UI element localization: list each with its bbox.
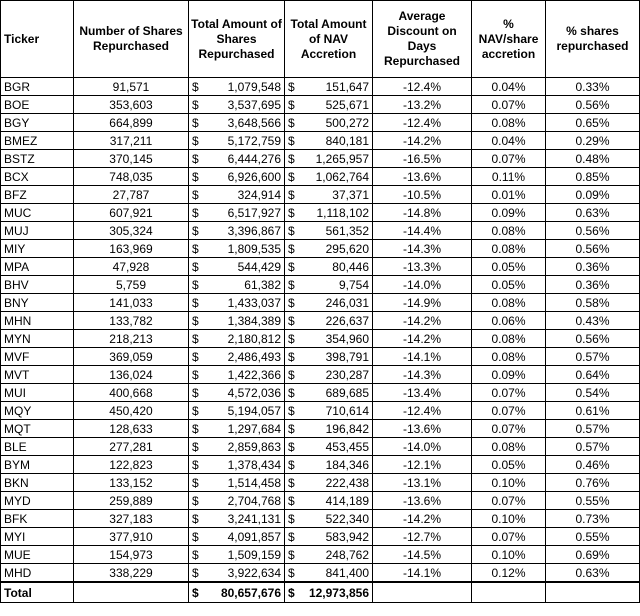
shares-amount-cell: $ 61,382 xyxy=(189,276,285,294)
avg-discount-cell: -12.7% xyxy=(373,528,472,546)
shares-repurchased-pct-cell: 0.48% xyxy=(546,150,640,168)
avg-discount-cell: -13.2% xyxy=(373,96,472,114)
nav-share-accretion-cell: 0.08% xyxy=(472,330,546,348)
currency-symbol: $ xyxy=(288,295,295,310)
table-row xyxy=(1,96,640,114)
table-row xyxy=(1,384,640,402)
shares-repurchased-pct-cell: 0.69% xyxy=(546,546,640,564)
table-row xyxy=(1,312,640,330)
nav-share-accretion-cell: 0.11% xyxy=(472,168,546,186)
shares-count-cell: 27,787 xyxy=(74,186,189,204)
currency-symbol: $ xyxy=(288,205,295,220)
avg-discount-cell: -14.2% xyxy=(373,330,472,348)
shares-count-cell: 133,152 xyxy=(74,474,189,492)
shares-count-cell: 5,759 xyxy=(74,276,189,294)
ticker-cell: MVF xyxy=(1,348,74,366)
header-number-of-shares: Number of Shares Repurchased xyxy=(74,1,189,78)
shares-amount-cell: $ 1,433,037 xyxy=(189,294,285,312)
currency-symbol: $ xyxy=(288,475,295,490)
total-empty-cell xyxy=(546,582,640,603)
avg-discount-cell: -14.1% xyxy=(373,564,472,583)
currency-symbol: $ xyxy=(288,403,295,418)
shares-amount-cell: $ 1,809,535 xyxy=(189,240,285,258)
table-row xyxy=(1,348,640,366)
shares-repurchased-pct-cell: 0.73% xyxy=(546,510,640,528)
table-row xyxy=(1,474,640,492)
table-row xyxy=(1,564,640,583)
currency-symbol: $ xyxy=(288,277,295,292)
shares-count-cell: 218,213 xyxy=(74,330,189,348)
currency-symbol: $ xyxy=(192,585,199,600)
currency-symbol: $ xyxy=(288,97,295,112)
ticker-cell: MYD xyxy=(1,492,74,510)
table-row xyxy=(1,492,640,510)
nav-share-accretion-cell: 0.04% xyxy=(472,78,546,96)
shares-repurchased-pct-cell: 0.56% xyxy=(546,96,640,114)
nav-accretion-cell: $ 151,647 xyxy=(285,78,373,96)
total-row xyxy=(1,582,640,603)
shares-amount-cell: $ 6,517,927 xyxy=(189,204,285,222)
table-row xyxy=(1,276,640,294)
shares-amount-cell: $ 4,572,036 xyxy=(189,384,285,402)
currency-symbol: $ xyxy=(192,439,199,454)
currency-symbol: $ xyxy=(192,331,199,346)
shares-count-cell: 133,782 xyxy=(74,312,189,330)
nav-accretion-cell: $ 80,446 xyxy=(285,258,373,276)
header-total-amount-shares: Total Amount of Shares Repurchased xyxy=(189,1,285,78)
shares-count-cell: 305,324 xyxy=(74,222,189,240)
avg-discount-cell: -13.6% xyxy=(373,168,472,186)
currency-symbol: $ xyxy=(192,115,199,130)
table-row xyxy=(1,330,640,348)
shares-repurchased-pct-cell: 0.54% xyxy=(546,384,640,402)
currency-symbol: $ xyxy=(192,223,199,238)
nav-share-accretion-cell: 0.05% xyxy=(472,456,546,474)
nav-accretion-cell: $ 230,287 xyxy=(285,366,373,384)
shares-amount-cell: $ 4,091,857 xyxy=(189,528,285,546)
shares-amount-cell: $ 324,914 xyxy=(189,186,285,204)
currency-symbol: $ xyxy=(288,585,295,600)
shares-amount-cell: $ 3,241,131 xyxy=(189,510,285,528)
avg-discount-cell: -14.4% xyxy=(373,222,472,240)
nav-accretion-cell: $ 583,942 xyxy=(285,528,373,546)
avg-discount-cell: -13.6% xyxy=(373,492,472,510)
nav-share-accretion-cell: 0.10% xyxy=(472,474,546,492)
currency-symbol: $ xyxy=(288,313,295,328)
nav-share-accretion-cell: 0.07% xyxy=(472,96,546,114)
nav-accretion-cell: $ 354,960 xyxy=(285,330,373,348)
table-row xyxy=(1,438,640,456)
currency-symbol: $ xyxy=(192,349,199,364)
header-average-discount: Average Discount on Days Repurchased xyxy=(373,1,472,78)
table-row xyxy=(1,132,640,150)
ticker-cell: BLE xyxy=(1,438,74,456)
shares-amount-cell: $ 544,429 xyxy=(189,258,285,276)
total-empty-cell xyxy=(373,582,472,603)
shares-repurchased-pct-cell: 0.43% xyxy=(546,312,640,330)
currency-symbol: $ xyxy=(288,511,295,526)
shares-count-cell: 370,145 xyxy=(74,150,189,168)
shares-amount-cell: $ 3,648,566 xyxy=(189,114,285,132)
currency-symbol: $ xyxy=(192,421,199,436)
ticker-cell: BNY xyxy=(1,294,74,312)
ticker-cell: MQT xyxy=(1,420,74,438)
nav-accretion-cell: $ 248,762 xyxy=(285,546,373,564)
table-row xyxy=(1,420,640,438)
shares-count-cell: 141,033 xyxy=(74,294,189,312)
currency-symbol: $ xyxy=(192,241,199,256)
ticker-cell: MHD xyxy=(1,564,74,583)
avg-discount-cell: -14.1% xyxy=(373,348,472,366)
shares-amount-cell: $ 3,537,695 xyxy=(189,96,285,114)
nav-accretion-cell: $ 295,620 xyxy=(285,240,373,258)
nav-share-accretion-cell: 0.09% xyxy=(472,204,546,222)
shares-repurchased-pct-cell: 0.55% xyxy=(546,492,640,510)
nav-share-accretion-cell: 0.05% xyxy=(472,258,546,276)
nav-share-accretion-cell: 0.05% xyxy=(472,276,546,294)
shares-count-cell: 748,035 xyxy=(74,168,189,186)
shares-repurchased-pct-cell: 0.09% xyxy=(546,186,640,204)
table-row xyxy=(1,114,640,132)
shares-count-cell: 607,921 xyxy=(74,204,189,222)
currency-symbol: $ xyxy=(288,259,295,274)
shares-count-cell: 377,910 xyxy=(74,528,189,546)
currency-symbol: $ xyxy=(288,79,295,94)
table-row xyxy=(1,78,640,96)
ticker-cell: BFZ xyxy=(1,186,74,204)
nav-accretion-cell: $ 246,031 xyxy=(285,294,373,312)
currency-symbol: $ xyxy=(192,511,199,526)
shares-count-cell: 338,229 xyxy=(74,564,189,583)
nav-share-accretion-cell: 0.09% xyxy=(472,366,546,384)
currency-symbol: $ xyxy=(192,475,199,490)
table-row xyxy=(1,510,640,528)
currency-symbol: $ xyxy=(288,115,295,130)
shares-count-cell: 136,024 xyxy=(74,366,189,384)
nav-share-accretion-cell: 0.07% xyxy=(472,492,546,510)
header-row xyxy=(1,1,640,78)
shares-count-cell: 369,059 xyxy=(74,348,189,366)
currency-symbol: $ xyxy=(192,403,199,418)
nav-accretion-cell: $ 525,671 xyxy=(285,96,373,114)
avg-discount-cell: -14.0% xyxy=(373,438,472,456)
table-row xyxy=(1,240,640,258)
avg-discount-cell: -13.4% xyxy=(373,384,472,402)
shares-amount-cell: $ 1,422,366 xyxy=(189,366,285,384)
header-total-nav-accretion: Total Amount of NAV Accretion xyxy=(285,1,373,78)
shares-amount-cell: $ 1,378,434 xyxy=(189,456,285,474)
table-row xyxy=(1,456,640,474)
nav-accretion-cell: $ 196,842 xyxy=(285,420,373,438)
avg-discount-cell: -14.3% xyxy=(373,366,472,384)
nav-accretion-cell: $ 689,685 xyxy=(285,384,373,402)
shares-count-cell: 400,668 xyxy=(74,384,189,402)
total-nav-accretion: $ 12,973,856 xyxy=(285,582,373,603)
nav-accretion-cell: $ 710,614 xyxy=(285,402,373,420)
ticker-cell: MUJ xyxy=(1,222,74,240)
shares-repurchased-pct-cell: 0.56% xyxy=(546,222,640,240)
currency-symbol: $ xyxy=(192,367,199,382)
table-row xyxy=(1,366,640,384)
shares-count-cell: 450,420 xyxy=(74,402,189,420)
avg-discount-cell: -16.5% xyxy=(373,150,472,168)
shares-repurchased-pct-cell: 0.57% xyxy=(546,348,640,366)
ticker-cell: MUC xyxy=(1,204,74,222)
currency-symbol: $ xyxy=(192,97,199,112)
shares-repurchased-pct-cell: 0.61% xyxy=(546,402,640,420)
currency-symbol: $ xyxy=(288,439,295,454)
shares-repurchased-pct-cell: 0.63% xyxy=(546,204,640,222)
shares-amount-cell: $ 2,486,493 xyxy=(189,348,285,366)
shares-count-cell: 317,211 xyxy=(74,132,189,150)
shares-repurchased-pct-cell: 0.85% xyxy=(546,168,640,186)
currency-symbol: $ xyxy=(288,241,295,256)
nav-accretion-cell: $ 414,189 xyxy=(285,492,373,510)
currency-symbol: $ xyxy=(288,223,295,238)
table-row xyxy=(1,150,640,168)
currency-symbol: $ xyxy=(288,151,295,166)
ticker-cell: MUI xyxy=(1,384,74,402)
shares-amount-cell: $ 6,444,276 xyxy=(189,150,285,168)
currency-symbol: $ xyxy=(192,565,199,580)
ticker-cell: MYN xyxy=(1,330,74,348)
nav-share-accretion-cell: 0.10% xyxy=(472,510,546,528)
table-row xyxy=(1,294,640,312)
currency-symbol: $ xyxy=(288,385,295,400)
currency-symbol: $ xyxy=(192,547,199,562)
total-empty-cell xyxy=(472,582,546,603)
ticker-cell: BFK xyxy=(1,510,74,528)
currency-symbol: $ xyxy=(288,349,295,364)
shares-amount-cell: $ 1,297,684 xyxy=(189,420,285,438)
currency-symbol: $ xyxy=(192,79,199,94)
nav-accretion-cell: $ 226,637 xyxy=(285,312,373,330)
shares-count-cell: 163,969 xyxy=(74,240,189,258)
nav-accretion-cell: $ 1,118,102 xyxy=(285,204,373,222)
currency-symbol: $ xyxy=(192,493,199,508)
avg-discount-cell: -13.3% xyxy=(373,258,472,276)
currency-symbol: $ xyxy=(192,295,199,310)
shares-amount-cell: $ 6,926,600 xyxy=(189,168,285,186)
shares-count-cell: 353,603 xyxy=(74,96,189,114)
shares-repurchased-pct-cell: 0.33% xyxy=(546,78,640,96)
shares-repurchased-pct-cell: 0.36% xyxy=(546,276,640,294)
ticker-cell: BMEZ xyxy=(1,132,74,150)
shares-count-cell: 277,281 xyxy=(74,438,189,456)
avg-discount-cell: -14.9% xyxy=(373,294,472,312)
nav-share-accretion-cell: 0.08% xyxy=(472,240,546,258)
ticker-cell: MHN xyxy=(1,312,74,330)
avg-discount-cell: -14.5% xyxy=(373,546,472,564)
shares-repurchased-pct-cell: 0.56% xyxy=(546,240,640,258)
shares-repurchased-pct-cell: 0.55% xyxy=(546,528,640,546)
header-ticker: Ticker xyxy=(1,1,74,78)
avg-discount-cell: -13.1% xyxy=(373,474,472,492)
currency-symbol: $ xyxy=(288,547,295,562)
shares-amount-cell: $ 1,384,389 xyxy=(189,312,285,330)
nav-share-accretion-cell: 0.07% xyxy=(472,402,546,420)
nav-share-accretion-cell: 0.01% xyxy=(472,186,546,204)
table-row xyxy=(1,258,640,276)
shares-count-cell: 327,183 xyxy=(74,510,189,528)
currency-symbol: $ xyxy=(192,133,199,148)
nav-accretion-cell: $ 561,352 xyxy=(285,222,373,240)
nav-accretion-cell: $ 500,272 xyxy=(285,114,373,132)
table-row xyxy=(1,546,640,564)
nav-share-accretion-cell: 0.06% xyxy=(472,312,546,330)
currency-symbol: $ xyxy=(288,331,295,346)
nav-share-accretion-cell: 0.08% xyxy=(472,114,546,132)
currency-symbol: $ xyxy=(192,259,199,274)
table-body xyxy=(1,78,640,583)
shares-count-cell: 47,928 xyxy=(74,258,189,276)
shares-count-cell: 259,889 xyxy=(74,492,189,510)
nav-accretion-cell: $ 1,265,957 xyxy=(285,150,373,168)
shares-repurchased-pct-cell: 0.57% xyxy=(546,438,640,456)
avg-discount-cell: -10.5% xyxy=(373,186,472,204)
ticker-cell: MVT xyxy=(1,366,74,384)
currency-symbol: $ xyxy=(288,133,295,148)
nav-share-accretion-cell: 0.07% xyxy=(472,384,546,402)
nav-accretion-cell: $ 1,062,764 xyxy=(285,168,373,186)
table-row xyxy=(1,168,640,186)
ticker-cell: MQY xyxy=(1,402,74,420)
nav-share-accretion-cell: 0.04% xyxy=(472,132,546,150)
currency-symbol: $ xyxy=(192,205,199,220)
shares-amount-cell: $ 5,194,057 xyxy=(189,402,285,420)
table-row xyxy=(1,186,640,204)
avg-discount-cell: -14.2% xyxy=(373,510,472,528)
ticker-cell: MPA xyxy=(1,258,74,276)
avg-discount-cell: -14.2% xyxy=(373,132,472,150)
currency-symbol: $ xyxy=(192,187,199,202)
nav-share-accretion-cell: 0.08% xyxy=(472,294,546,312)
currency-symbol: $ xyxy=(192,277,199,292)
ticker-cell: BYM xyxy=(1,456,74,474)
ticker-cell: MUE xyxy=(1,546,74,564)
table-row xyxy=(1,528,640,546)
nav-share-accretion-cell: 0.08% xyxy=(472,222,546,240)
table-row xyxy=(1,402,640,420)
ticker-cell: MYI xyxy=(1,528,74,546)
avg-discount-cell: -12.4% xyxy=(373,78,472,96)
avg-discount-cell: -12.1% xyxy=(373,456,472,474)
nav-accretion-cell: $ 37,371 xyxy=(285,186,373,204)
shares-repurchased-pct-cell: 0.56% xyxy=(546,330,640,348)
avg-discount-cell: -14.8% xyxy=(373,204,472,222)
shares-count-cell: 122,823 xyxy=(74,456,189,474)
currency-symbol: $ xyxy=(288,169,295,184)
total-label: Total xyxy=(1,582,74,603)
total-amount-shares: $ 80,657,676 xyxy=(189,582,285,603)
currency-symbol: $ xyxy=(192,457,199,472)
nav-accretion-cell: $ 222,438 xyxy=(285,474,373,492)
shares-amount-cell: $ 5,172,759 xyxy=(189,132,285,150)
currency-symbol: $ xyxy=(288,421,295,436)
shares-count-cell: 128,633 xyxy=(74,420,189,438)
header-nav-share-accretion: % NAV/share accretion xyxy=(472,1,546,78)
nav-accretion-cell: $ 9,754 xyxy=(285,276,373,294)
nav-share-accretion-cell: 0.07% xyxy=(472,528,546,546)
avg-discount-cell: -12.4% xyxy=(373,402,472,420)
shares-repurchased-pct-cell: 0.57% xyxy=(546,420,640,438)
shares-repurchased-pct-cell: 0.64% xyxy=(546,366,640,384)
nav-accretion-cell: $ 398,791 xyxy=(285,348,373,366)
total-empty-cell xyxy=(74,582,189,603)
nav-accretion-cell: $ 840,181 xyxy=(285,132,373,150)
nav-share-accretion-cell: 0.07% xyxy=(472,420,546,438)
ticker-cell: BOE xyxy=(1,96,74,114)
ticker-cell: BHV xyxy=(1,276,74,294)
currency-symbol: $ xyxy=(192,313,199,328)
shares-count-cell: 664,899 xyxy=(74,114,189,132)
table-row xyxy=(1,222,640,240)
shares-amount-cell: $ 1,079,548 xyxy=(189,78,285,96)
header-shares-repurchased-pct: % shares repurchased xyxy=(546,1,640,78)
shares-repurchased-pct-cell: 0.36% xyxy=(546,258,640,276)
currency-symbol: $ xyxy=(288,565,295,580)
nav-accretion-cell: $ 453,455 xyxy=(285,438,373,456)
ticker-cell: BKN xyxy=(1,474,74,492)
table-row xyxy=(1,204,640,222)
currency-symbol: $ xyxy=(192,169,199,184)
ticker-cell: BGY xyxy=(1,114,74,132)
currency-symbol: $ xyxy=(288,529,295,544)
shares-amount-cell: $ 1,509,159 xyxy=(189,546,285,564)
avg-discount-cell: -14.3% xyxy=(373,240,472,258)
shares-amount-cell: $ 2,859,863 xyxy=(189,438,285,456)
avg-discount-cell: -14.0% xyxy=(373,276,472,294)
shares-amount-cell: $ 3,396,867 xyxy=(189,222,285,240)
avg-discount-cell: -14.2% xyxy=(373,312,472,330)
shares-amount-cell: $ 1,514,458 xyxy=(189,474,285,492)
shares-amount-cell: $ 2,704,768 xyxy=(189,492,285,510)
shares-repurchased-pct-cell: 0.63% xyxy=(546,564,640,583)
avg-discount-cell: -13.6% xyxy=(373,420,472,438)
nav-share-accretion-cell: 0.07% xyxy=(472,150,546,168)
currency-symbol: $ xyxy=(288,367,295,382)
currency-symbol: $ xyxy=(288,187,295,202)
nav-accretion-cell: $ 522,340 xyxy=(285,510,373,528)
currency-symbol: $ xyxy=(288,493,295,508)
shares-repurchased-pct-cell: 0.65% xyxy=(546,114,640,132)
shares-repurchased-pct-cell: 0.46% xyxy=(546,456,640,474)
avg-discount-cell: -12.4% xyxy=(373,114,472,132)
ticker-cell: BGR xyxy=(1,78,74,96)
currency-symbol: $ xyxy=(192,529,199,544)
currency-symbol: $ xyxy=(192,385,199,400)
nav-accretion-cell: $ 184,346 xyxy=(285,456,373,474)
shares-repurchased-pct-cell: 0.58% xyxy=(546,294,640,312)
nav-share-accretion-cell: 0.12% xyxy=(472,564,546,583)
nav-accretion-cell: $ 841,400 xyxy=(285,564,373,583)
nav-share-accretion-cell: 0.08% xyxy=(472,348,546,366)
ticker-cell: MIY xyxy=(1,240,74,258)
shares-repurchased-pct-cell: 0.76% xyxy=(546,474,640,492)
nav-share-accretion-cell: 0.08% xyxy=(472,438,546,456)
nav-share-accretion-cell: 0.10% xyxy=(472,546,546,564)
shares-count-cell: 91,571 xyxy=(74,78,189,96)
ticker-cell: BSTZ xyxy=(1,150,74,168)
currency-symbol: $ xyxy=(288,457,295,472)
currency-symbol: $ xyxy=(192,151,199,166)
shares-count-cell: 154,973 xyxy=(74,546,189,564)
shares-amount-cell: $ 3,922,634 xyxy=(189,564,285,583)
shares-repurchased-pct-cell: 0.29% xyxy=(546,132,640,150)
ticker-cell: BCX xyxy=(1,168,74,186)
shares-amount-cell: $ 2,180,812 xyxy=(189,330,285,348)
